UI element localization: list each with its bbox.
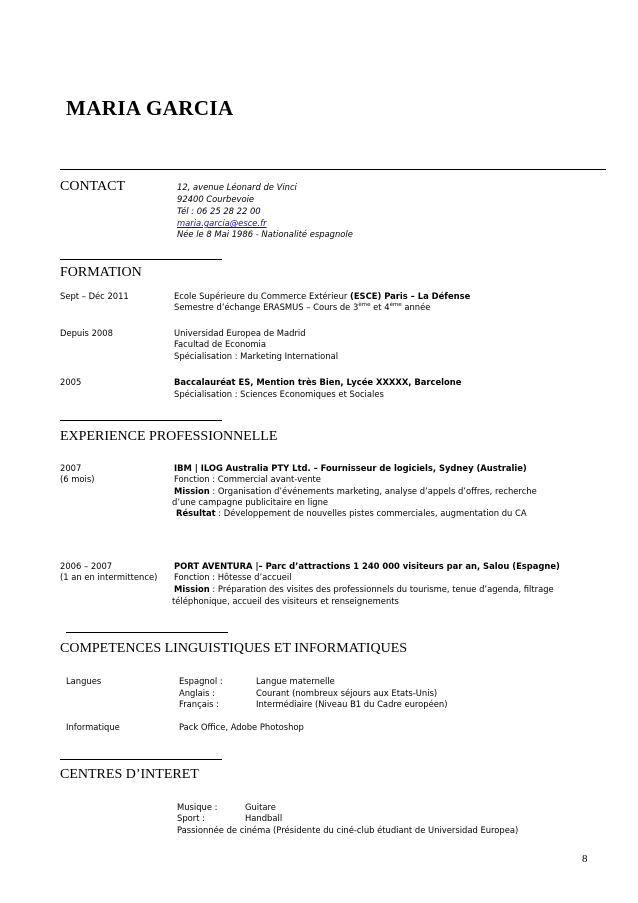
contact-email-link[interactable]: maria.garcia@esce.fr [177, 218, 267, 228]
competences-info-label: Informatique [66, 722, 120, 732]
formation-line: Baccalauréat ES, Mention très Bien, Lycée XXXXX, Barcelone [174, 377, 462, 387]
divider-formation [60, 259, 222, 260]
contact-phone: Tél : 06 25 28 22 00 [177, 206, 261, 216]
experience-result: Résultat : Développement de nouvelles pistes commerciales, augmentation du CA [176, 508, 527, 518]
interest-label: Sport : [177, 813, 205, 823]
competences-info-value: Pack Office, Adobe Photoshop [179, 722, 304, 732]
language-level: Langue maternelle [256, 676, 335, 686]
experience-duration: (6 mois) [60, 474, 95, 484]
divider-competences [66, 632, 228, 633]
section-heading-formation: FORMATION [60, 265, 142, 280]
experience-fonction: Fonction : Commercial avant-vente [174, 474, 321, 484]
page-number: 8 [582, 853, 588, 865]
language-level: Intermédiaire (Niveau B1 du Cadre européen) [256, 699, 448, 709]
divider-experience [60, 420, 222, 421]
contact-birth: Née le 8 Mai 1986 - Nationalité espagnole [177, 229, 353, 239]
formation-erasmus-line: Semestre d’échange ERASMUS – Cours de 3ème et 4ème année [174, 302, 431, 312]
experience-date: 2007 [60, 463, 82, 473]
contact-address-2: 92400 Courbevoie [177, 194, 255, 204]
language-name: Anglais : [179, 688, 215, 698]
interest-label: Musique : [177, 802, 218, 812]
experience-mission: Mission : Préparation des visites des professionnels du tourisme, tenue d’agenda, filtrage [174, 584, 554, 594]
contact-address-1: 12, avenue Léonard de Vinci [177, 182, 297, 192]
experience-company: PORT AVENTURA |– Parc d’attractions 1 240 000 visiteurs par an, Salou (Espagne) [174, 561, 560, 571]
section-heading-interets: CENTRES D’INTERET [60, 767, 199, 782]
formation-school-line: Ecole Supérieure du Commerce Extérieur (ESCE) Paris – La Défense [174, 291, 471, 301]
formation-line: Spécialisation : Marketing International [174, 351, 339, 361]
experience-mission-cont: téléphonique, accueil des visiteurs et renseignements [172, 596, 399, 606]
formation-line: Facultad de Economia [174, 339, 267, 349]
formation-line: Universidad Europea de Madrid [174, 328, 306, 338]
experience-duration: (1 an en intermittence) [60, 572, 158, 582]
divider-contact [60, 169, 606, 170]
section-heading-competences: COMPETENCES LINGUISTIQUES ET INFORMATIQUES [60, 641, 408, 656]
interest-cinema: Passionnée de cinéma (Présidente du ciné-club étudiant de Universidad Europea) [177, 825, 519, 835]
competences-langues-label: Langues [66, 676, 102, 686]
formation-date: Depuis 2008 [60, 328, 113, 338]
language-name: Français : [179, 699, 220, 709]
formation-date: 2005 [60, 377, 82, 387]
section-heading-contact: CONTACT [60, 179, 125, 194]
experience-mission: Mission : Organisation d’événements marketing, analyse d’appels d’offres, recherche [174, 486, 537, 496]
experience-company: IBM | ILOG Australia PTY Ltd. – Fournisseur de logiciels, Sydney (Australie) [174, 463, 527, 473]
divider-interets [60, 759, 222, 760]
interest-value: Guitare [245, 802, 276, 812]
experience-fonction: Fonction : Hôtesse d’accueil [174, 572, 292, 582]
formation-line: Spécialisation : Sciences Economiques et Sociales [174, 389, 384, 399]
experience-date: 2006 – 2007 [60, 561, 113, 571]
experience-mission-cont: d’une campagne publicitaire en ligne [172, 497, 329, 507]
language-level: Courant (nombreux séjours aux Etats-Unis) [256, 688, 438, 698]
section-heading-experience: EXPERIENCE PROFESSIONNELLE [60, 429, 278, 444]
language-name: Espagnol : [179, 676, 223, 686]
interest-value: Handball [245, 813, 283, 823]
candidate-name: MARIA GARCIA [66, 96, 234, 120]
formation-date: Sept – Déc 2011 [60, 291, 129, 301]
